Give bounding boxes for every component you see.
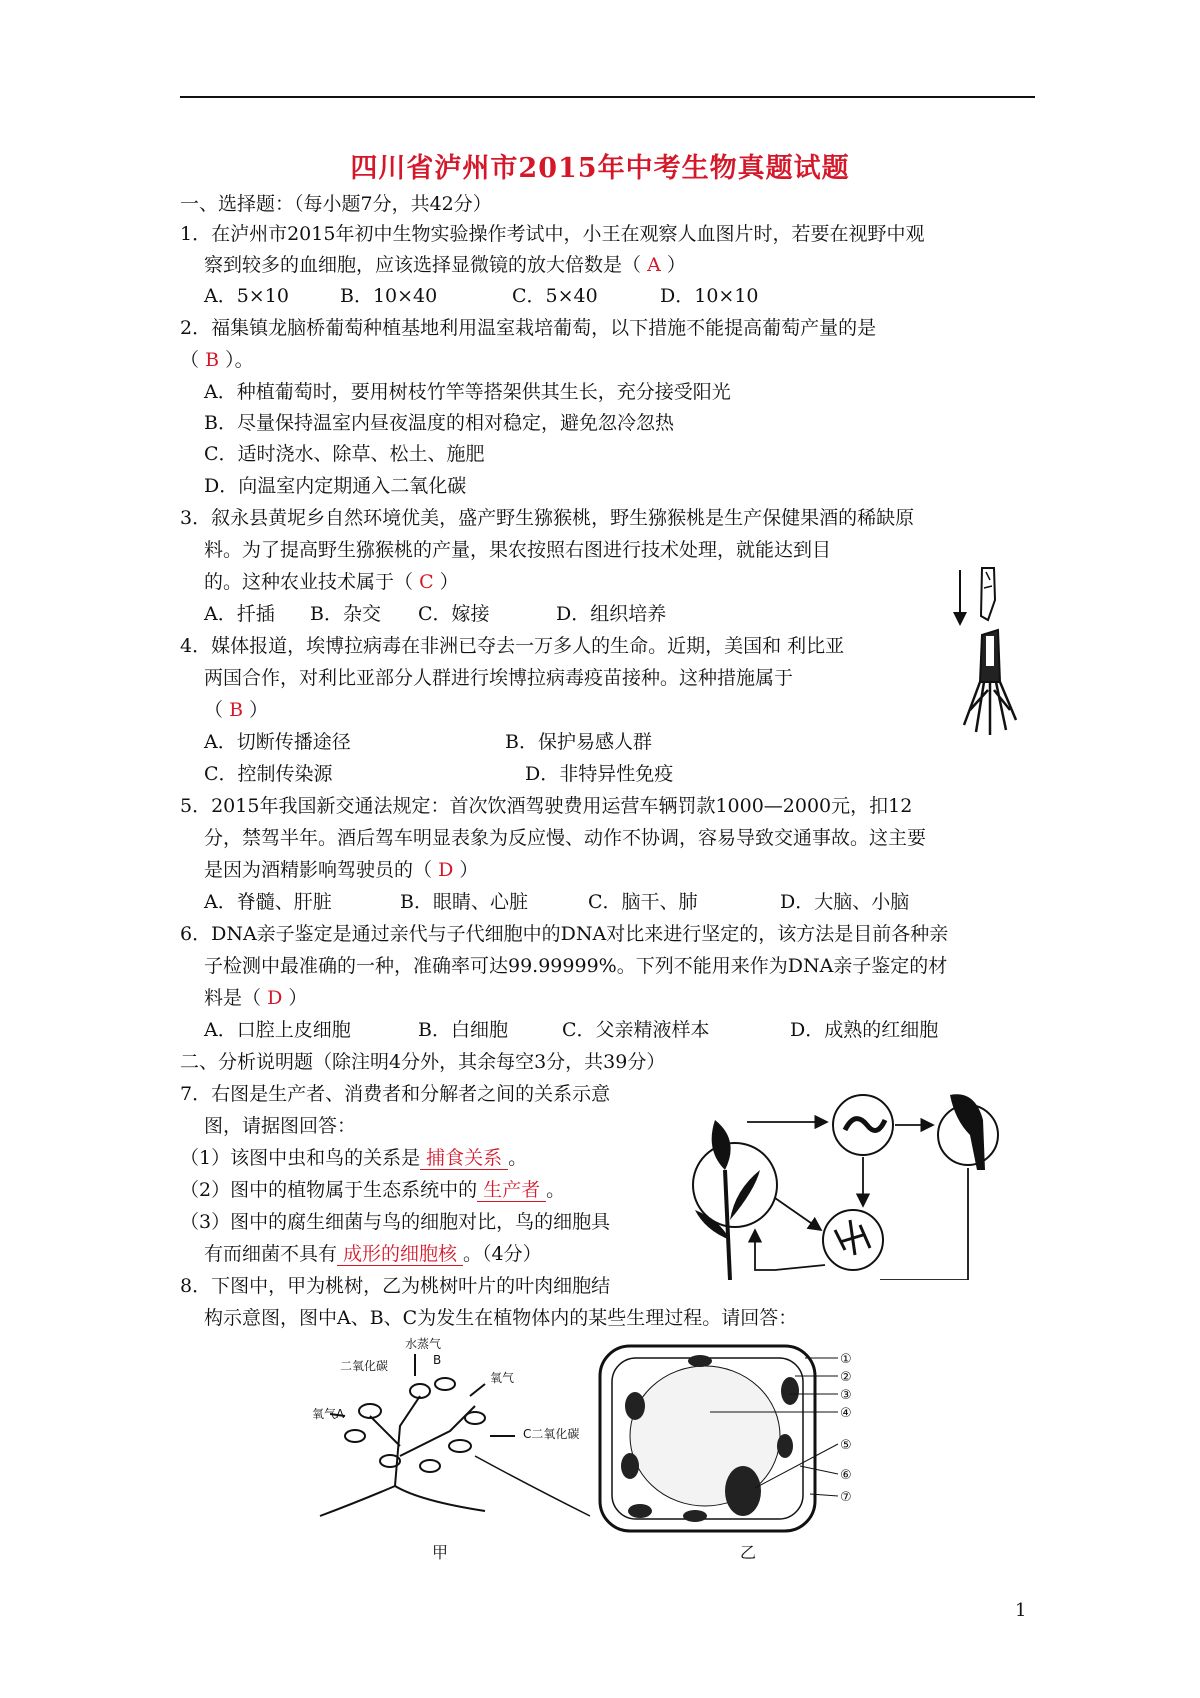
q5-line2: 分，禁驾半年。酒后驾车明显表象为反应慢、动作不协调，容易导致交通事故。这主要 [204, 827, 927, 849]
q1-option-b: B．10×40 [340, 285, 438, 307]
cell-label-7: ⑦ [840, 1490, 852, 1505]
q6-option-a: A．口腔上皮细胞 [204, 1019, 351, 1041]
q4-line2: 两国合作，对利比亚部分人群进行埃博拉病毒疫苗接种。这种措施属于 [204, 667, 794, 689]
q7-sub4-answer: 成形的细胞核 [337, 1243, 463, 1266]
q6-line2: 子检测中最准确的一种，准确率可达99.99999%。下列不能用来作为DNA亲子鉴定的材 [204, 955, 948, 977]
q4-line1: 4．媒体报道，埃博拉病毒在非洲已夺去一万多人的生命。近期，美国和 利比亚 [180, 635, 845, 657]
label-oxygen-right: 氧气 [490, 1371, 515, 1385]
q2-line1: 2．福集镇龙脑桥葡萄种植基地利用温室栽培葡萄，以下措施不能提高葡萄产量的是 [180, 317, 877, 339]
q7-sub1-answer: 捕食关系 [420, 1147, 508, 1170]
caterpillar-icon [845, 1119, 885, 1131]
q1-line2: 察到较多的血细胞，应该选择显微镜的放大倍数是（ A ） [204, 254, 686, 276]
q1-line1: 1．在泸州市2015年初中生物实验操作考试中，小王在观察人血图片时，若要在视野中观 [180, 223, 925, 245]
label-water-vapor: 水蒸气 [405, 1337, 442, 1351]
label-co2-left: 二氧化碳 [340, 1359, 389, 1373]
q7-sub1: （1）该图中虫和鸟的关系是 捕食关系 。 [180, 1147, 528, 1169]
cell-label-6: ⑥ [840, 1468, 852, 1483]
q5-option-d: D．大脑、小脑 [780, 891, 910, 913]
leaf-cell-icon [600, 1346, 815, 1531]
cell-label-1: ① [840, 1352, 852, 1367]
q5-line1: 5．2015年我国新交通法规定：首次饮酒驾驶费用运营车辆罚款1000—2000元，扣12 [180, 795, 913, 817]
q4-answer: B [229, 699, 244, 721]
q3-line3: 的。这种农业技术属于（ C ） [204, 571, 459, 593]
q3-option-b: B．杂交 [310, 603, 381, 625]
peach-tree-cell-figure [300, 1336, 900, 1566]
header-rule [180, 96, 1035, 98]
q6-line1: 6．DNA亲子鉴定是通过亲代与子代细胞中的DNA对比来进行坚定的，该方法是目前各种亲 [180, 923, 949, 945]
q7-line1: 7．右图是生产者、消费者和分解者之间的关系示意 [180, 1083, 611, 1105]
q7-sub4: 有而细菌不具有 成形的细胞核 。（4分） [204, 1243, 542, 1265]
label-b: B [433, 1353, 442, 1367]
q3-answer: C [419, 571, 434, 593]
q3-option-a: A．扦插 [204, 603, 275, 625]
section1-heading: 一、选择题：（每小题7分，共42分） [180, 193, 492, 215]
q6-option-c: C．父亲精液样本 [562, 1019, 710, 1041]
q8-line1: 8．下图中，甲为桃树，乙为桃树叶片的叶肉细胞结 [180, 1275, 611, 1297]
q2-option-c: C．适时浇水、除草、松土、施肥 [204, 443, 485, 465]
bird-icon [950, 1094, 985, 1170]
cell-label-2: ② [840, 1370, 852, 1385]
nucleus-icon [725, 1466, 761, 1516]
q1-answer: A [647, 254, 661, 276]
q5-option-c: C．脑干、肺 [588, 891, 698, 913]
plant-leaf-icon [712, 1120, 731, 1170]
q4-option-c: C．控制传染源 [204, 763, 333, 785]
ecosystem-figure [685, 1080, 1005, 1280]
q5-option-a: A．脊髓、肝脏 [204, 891, 332, 913]
label-oxygen-a: 氧气A [312, 1407, 345, 1421]
q2-option-d: D．向温室内定期通入二氧化碳 [204, 475, 467, 497]
label-yi: 乙 [740, 1543, 757, 1562]
q8-line2: 构示意图，图中A、B、C为发生在植物体内的某些生理过程。请回答： [204, 1307, 798, 1329]
q7-line2: 图，请据图回答： [204, 1115, 357, 1137]
q6-answer: D [267, 987, 283, 1009]
q7-sub2-answer: 生产者 [477, 1179, 546, 1202]
q5-option-b: B．眼睛、心脏 [400, 891, 528, 913]
q7-sub3: （3）图中的腐生细菌与鸟的细胞对比，鸟的细胞具 [180, 1211, 611, 1233]
cell-label-4: ④ [840, 1406, 852, 1421]
q4-option-b: B．保护易感人群 [505, 731, 652, 753]
label-jia: 甲 [432, 1543, 449, 1562]
q4-option-d: D．非特异性免疫 [525, 763, 674, 785]
q3-option-c: C．嫁接 [418, 603, 490, 625]
section2-heading: 二、分析说明题（除注明4分外，其余每空3分，共39分） [180, 1051, 666, 1073]
grafting-figure [950, 560, 1025, 740]
q3-option-d: D．组织培养 [556, 603, 667, 625]
q1-option-d: D．10×10 [660, 285, 759, 307]
label-c-co2: C二氧化碳 [523, 1427, 580, 1441]
q6-option-d: D．成熟的红细胞 [790, 1019, 939, 1041]
q7-sub2: （2）图中的植物属于生态系统中的 生产者 。 [180, 1179, 566, 1201]
plant-circle [693, 1143, 777, 1227]
roots-icon [964, 682, 1016, 735]
q5-answer: D [438, 859, 454, 881]
q6-option-b: B．白细胞 [418, 1019, 508, 1041]
page-number: 1 [1015, 1600, 1027, 1621]
q2-line2: （ B ）。 [180, 349, 254, 371]
cell-label-3: ③ [840, 1388, 852, 1403]
q2-option-a: A．种植葡萄时，要用树枝竹竿等搭架供其生长，充分接受阳光 [204, 381, 731, 403]
q4-line3: （ B ） [204, 699, 269, 721]
q3-line1: 3．叙永县黄坭乡自然环境优美，盛产野生猕猴桃，野生猕猴桃是生产保健果酒的稀缺原 [180, 507, 915, 529]
bacteria-icon [835, 1220, 870, 1255]
q6-line3: 料是（ D ） [204, 987, 308, 1009]
q1-option-c: C．5×40 [512, 285, 598, 307]
cell-label-5: ⑤ [840, 1438, 852, 1453]
page-title: 四川省泸州市2015年中考生物真题试题 [350, 153, 850, 184]
q4-option-a: A．切断传播途径 [204, 731, 351, 753]
q2-answer: B [205, 349, 220, 371]
q5-line3: 是因为酒精影响驾驶员的（ D ） [204, 859, 479, 881]
q1-option-a: A．5×10 [204, 285, 289, 307]
q2-option-b: B．尽量保持温室内昼夜温度的相对稳定，避免忽冷忽热 [204, 412, 674, 434]
q3-line2: 料。为了提高野生猕猴桃的产量，果农按照右图进行技术处理，就能达到目 [204, 539, 832, 561]
